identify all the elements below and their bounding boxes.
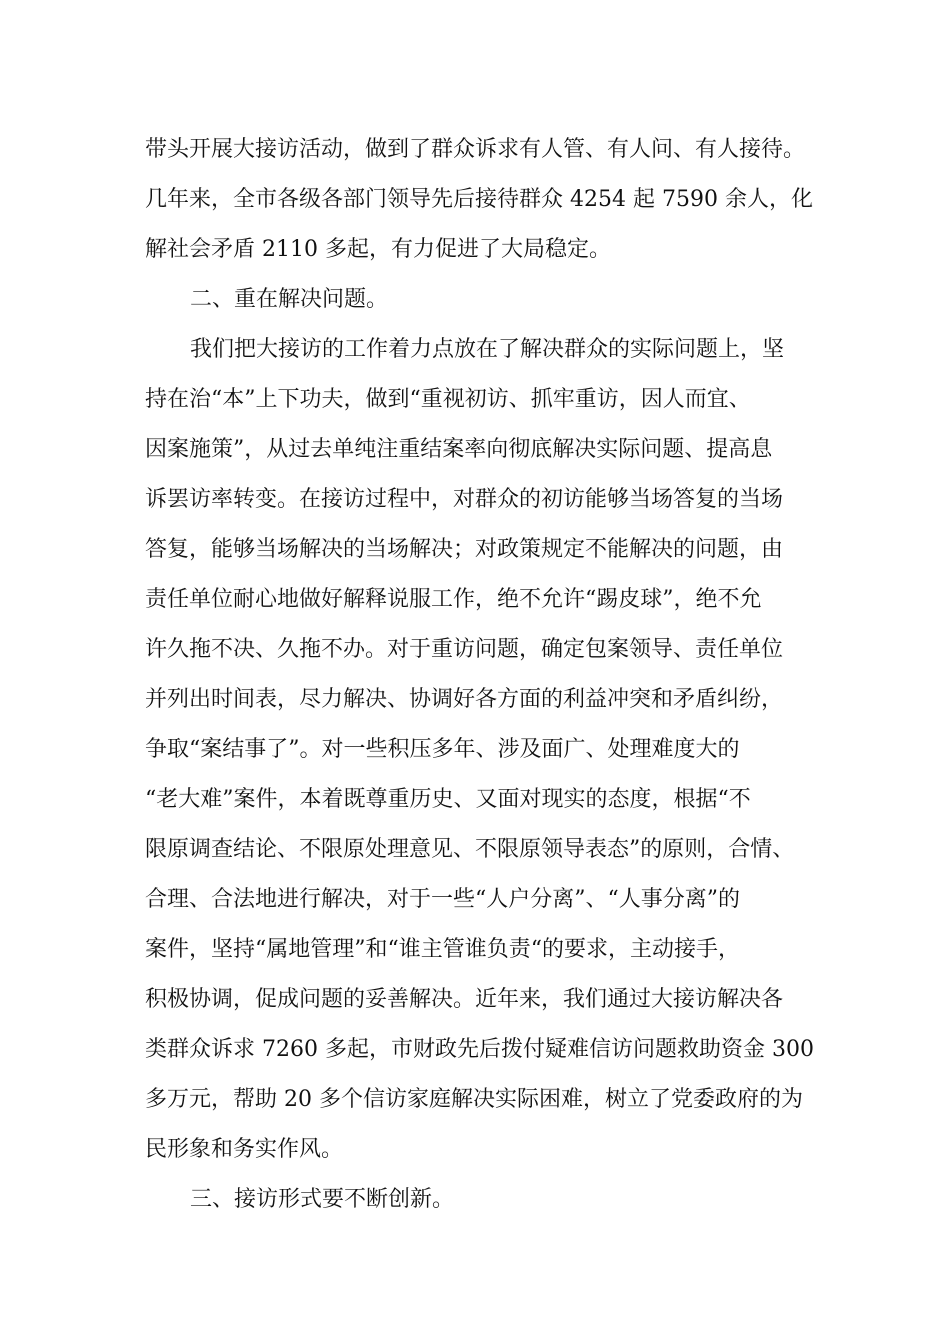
text-line-5: 我们把大接访的工作着力点放在了解决群众的实际问题上，坚 [190,337,785,362]
text-line-7: 因案施策”，从过去单纯注重结案率向彻底解决实际问题、提高息 [145,437,773,462]
section-heading-2: 二、重在解决问题。 [190,287,389,312]
text-line-17: 案件，坚持“属地管理”和“谁主管谁负责“的要求，主动接手， [145,937,740,962]
section-heading-3: 三、接访形式要不断创新。 [190,1187,455,1212]
text-line-21: 民形象和务实作风。 [145,1137,344,1162]
text-line-6: 持在治“本”上下功夫，做到“重视初访、抓牢重访，因人而宜、 [145,387,751,412]
text-line-19: 类群众诉求 7260 多起，市财政先后拨付疑难信访问题救助资金 300 [145,1037,814,1062]
text-line-12: 并列出时间表，尽力解决、协调好各方面的利益冲突和矛盾纠纷， [145,687,784,712]
text-line-13: 争取“案结事了”。对一些积压多年、涉及面广、处理难度大的 [145,737,740,762]
text-line-1: 带头开展大接访活动，做到了群众诉求有人管、有人问、有人接待。 [145,137,806,162]
text-line-11: 许久拖不决、久拖不办。对于重访问题，确定包案领导、责任单位 [145,637,784,662]
text-line-2: 几年来，全市各级各部门领导先后接待群众 4254 起 7590 余人，化 [145,187,813,212]
text-line-16: 合理、合法地进行解决，对于一些“人户分离”、“人事分离”的 [145,887,740,912]
text-line-8: 诉罢访率转变。在接访过程中，对群众的初访能够当场答复的当场 [145,487,784,512]
text-line-10: 责任单位耐心地做好解释说服工作，绝不允许“踢皮球”，绝不允 [145,587,762,612]
text-line-18: 积极协调，促成问题的妥善解决。近年来，我们通过大接访解决各 [145,987,784,1012]
text-line-3: 解社会矛盾 2110 多起，有力促进了大局稳定。 [145,237,611,262]
text-line-14: “老大难”案件，本着既尊重历史、又面对现实的态度，根据“不 [145,787,751,812]
text-line-20: 多万元，帮助 20 多个信访家庭解决实际困难，树立了党委政府的为 [145,1087,803,1112]
text-line-9: 答复，能够当场解决的当场解决；对政策规定不能解决的问题，由 [145,537,784,562]
text-line-15: 限原调查结论、不限原处理意见、不限原领导表态”的原则，合情、 [145,837,795,862]
